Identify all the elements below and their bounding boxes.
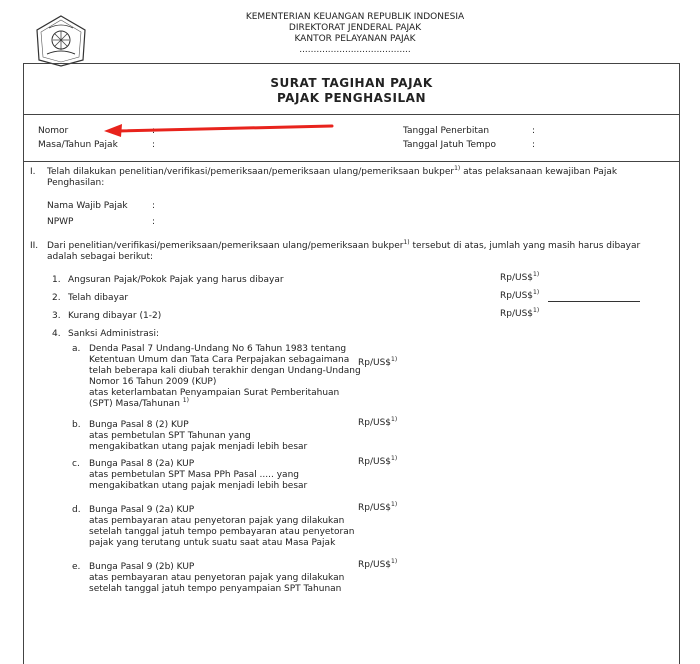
section-1-text-c: Penghasilan: — [47, 178, 105, 188]
sanksi-line: setelah tanggal jatuh tempo penyampaian SPT Tahunan — [89, 584, 342, 594]
directorate-name: DIREKTORAT JENDERAL PAJAK — [288, 23, 422, 33]
section-1-text-b: atas pelaksanaan kewajiban Pajak — [460, 167, 618, 177]
currency-label — [358, 358, 397, 368]
footnote-mark: 1) — [533, 289, 540, 296]
sanksi-letter: c. — [72, 459, 80, 469]
subtotal-line — [548, 301, 640, 302]
currency-label — [358, 560, 397, 570]
section-1-roman: I. — [30, 167, 36, 177]
sanksi-line — [89, 399, 361, 410]
sanksi-line: Bunga Pasal 9 (2a) KUP — [89, 505, 195, 515]
sanksi-e-text — [89, 562, 344, 595]
colon: : — [152, 217, 156, 227]
currency-text: Rp/US$ — [358, 503, 392, 513]
form-title: SURAT TAGIHAN PAJAK — [270, 76, 433, 90]
footnote-mark: 1) — [391, 501, 398, 508]
currency-text: Rp/US$ — [500, 309, 534, 319]
sanksi-line: setelah tanggal jatuh tempo pembayaran atau penyetoran — [89, 527, 355, 537]
form-subtitle: PAJAK PENGHASILAN — [276, 91, 426, 105]
colon: : — [532, 126, 536, 136]
colon: : — [152, 140, 156, 150]
sanksi-line: atas pembayaran atau penyetoran pajak yang dilakukan — [89, 516, 345, 526]
item-number: 2. — [52, 293, 61, 303]
currency-label — [500, 291, 539, 301]
currency-label — [358, 457, 397, 467]
sanksi-line: atas pembetulan SPT Tahunan yang — [89, 431, 251, 441]
section-2-roman: II. — [30, 241, 39, 251]
sanksi-letter: d. — [72, 505, 81, 515]
footnote-mark: 1) — [182, 397, 189, 404]
section-2-text-a: Dari penelitian/verifikasi/pemeriksaan/pemeriksaan ulang/pemeriksaan bukper — [47, 241, 404, 251]
sanksi-letter: e. — [72, 562, 81, 572]
footnote-mark: 1) — [391, 455, 398, 462]
ministry-name: KEMENTERIAN KEUANGAN REPUBLIK INDONESIA — [245, 12, 465, 22]
colon: : — [152, 201, 156, 211]
sanksi-b-text — [89, 420, 307, 453]
sanksi-line: Nomor 16 Tahun 2009 (KUP) — [89, 377, 217, 387]
sanksi-letter: b. — [72, 420, 81, 430]
sanksi-line-text: (SPT) Masa/Tahunan — [89, 399, 180, 409]
divider — [24, 161, 679, 162]
currency-text: Rp/US$ — [358, 358, 392, 368]
sanksi-line: Bunga Pasal 9 (2b) KUP — [89, 562, 195, 572]
currency-label — [500, 273, 539, 283]
sanksi-line: Denda Pasal 7 Undang-Undang No 6 Tahun 1983 tentang — [89, 344, 347, 354]
masa-label: Masa/Tahun Pajak — [38, 140, 118, 150]
footnote-mark: 1) — [533, 271, 540, 278]
item-number: 4. — [52, 329, 61, 339]
footnote-mark: 1) — [454, 165, 461, 172]
section-1-text — [47, 167, 667, 178]
item-label: Kurang dibayar (1-2) — [68, 311, 162, 321]
office-name: KANTOR PELAYANAN PAJAK — [294, 34, 416, 44]
item-label: Sanksi Administrasi: — [68, 329, 160, 339]
currency-text: Rp/US$ — [358, 418, 392, 428]
footnote-mark: 1) — [391, 558, 398, 565]
currency-text: Rp/US$ — [358, 560, 392, 570]
divider — [24, 114, 679, 115]
currency-label — [500, 309, 539, 319]
footnote-mark: 1) — [391, 356, 398, 363]
footnote-mark: 1) — [533, 307, 540, 314]
npwp-label: NPWP — [47, 217, 74, 227]
item-number: 3. — [52, 311, 61, 321]
red-arrow-icon — [104, 120, 334, 140]
sanksi-line: pajak yang terutang untuk suatu saat atau Masa Pajak — [89, 538, 336, 548]
section-2-text — [47, 241, 667, 252]
footnote-mark: 1) — [403, 239, 410, 246]
sanksi-line: telah beberapa kali diubah terakhir dengan Undang-Undang — [89, 366, 361, 376]
currency-text: Rp/US$ — [358, 457, 392, 467]
office-blank: ....................................... — [299, 45, 411, 55]
colon: : — [532, 140, 536, 150]
footnote-mark: 1) — [391, 416, 398, 423]
currency-text: Rp/US$ — [500, 273, 534, 283]
sanksi-line: Bunga Pasal 8 (2) KUP — [89, 420, 189, 430]
currency-text: Rp/US$ — [500, 291, 534, 301]
currency-label — [358, 503, 397, 513]
tanggal-penerbitan-label: Tanggal Penerbitan — [403, 126, 490, 136]
sanksi-letter: a. — [72, 344, 81, 354]
sanksi-line: Bunga Pasal 8 (2a) KUP — [89, 459, 195, 469]
section-2-text-b: tersebut di atas, jumlah yang masih harus dibayar — [409, 241, 641, 251]
sanksi-line: atas pembayaran atau penyetoran pajak yang dilakukan — [89, 573, 345, 583]
sanksi-line: atas keterlambatan Penyampaian Surat Pemberitahuan — [89, 388, 340, 398]
item-label: Telah dibayar — [68, 293, 129, 303]
nama-wajib-pajak-label: Nama Wajib Pajak — [47, 201, 128, 211]
section-1-text-a: Telah dilakukan penelitian/verifikasi/pemeriksaan/pemeriksaan ulang/pemeriksaan bukper — [47, 167, 455, 177]
currency-label — [358, 418, 397, 428]
sanksi-line: Ketentuan Umum dan Tata Cara Perpajakan sebagaimana — [89, 355, 350, 365]
section-2-text-c: adalah sebagai berikut: — [47, 252, 154, 262]
nomor-label: Nomor — [38, 126, 69, 136]
djp-emblem-icon — [33, 14, 89, 68]
sanksi-d-text — [89, 505, 354, 549]
sanksi-line: mengakibatkan utang pajak menjadi lebih besar — [89, 442, 308, 452]
sanksi-line: atas pembetulan SPT Masa PPh Pasal ..... yang — [89, 470, 299, 480]
item-number: 1. — [52, 275, 61, 285]
tanggal-jatuh-tempo-label: Tanggal Jatuh Tempo — [403, 140, 496, 150]
letterhead — [190, 12, 520, 56]
sanksi-line: mengakibatkan utang pajak menjadi lebih besar — [89, 481, 308, 491]
sanksi-c-text — [89, 459, 307, 492]
sanksi-a-text — [89, 344, 361, 410]
item-label: Angsuran Pajak/Pokok Pajak yang harus dibayar — [68, 275, 284, 285]
